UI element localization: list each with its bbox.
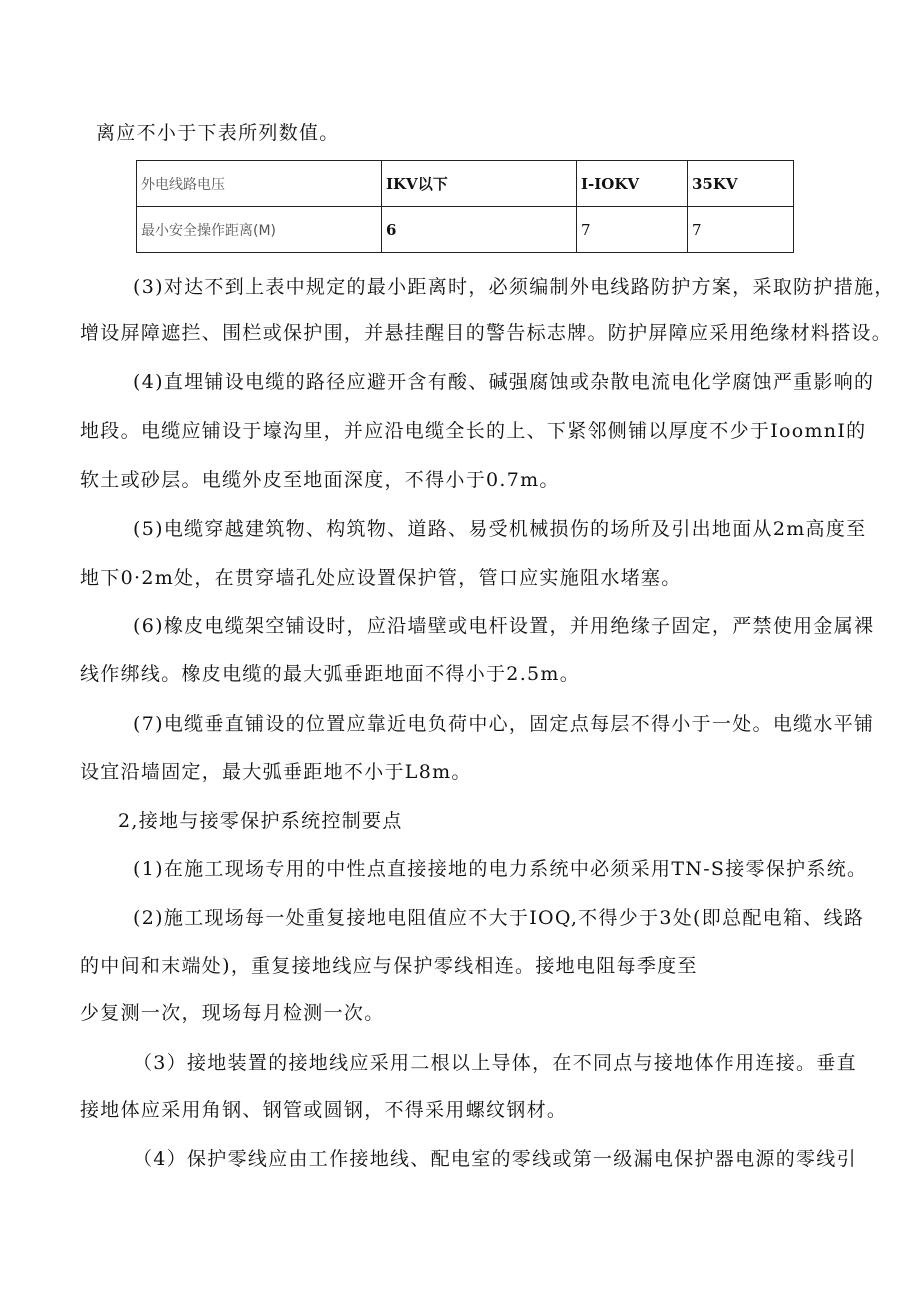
table-cell: I-IOKV bbox=[577, 161, 688, 207]
paragraph-line: （4）保护零线应由工作接地线、配电室的零线或第一级漏电保护器电源的零线引 bbox=[133, 1148, 857, 1170]
table-cell: 7 bbox=[577, 207, 688, 253]
paragraph-line: (3)对达不到上表中规定的最小距离时，必须编制外电线路防护方案，采取防护措施， bbox=[133, 276, 895, 298]
paragraph-line: (6)橡皮电缆架空铺设时，应沿墙壁或电杆设置，并用绝缘子固定，严禁使用金属裸 bbox=[133, 615, 875, 637]
paragraph-line: (4)直埋铺设电缆的路径应避开含有酸、碱强腐蚀或杂散电流电化学腐蚀严重影响的 bbox=[133, 371, 875, 393]
paragraph-line: 的中间和末端处)，重复接地线应与保护零线相连。接地电阻每季度至 bbox=[80, 955, 698, 977]
paragraph-line: (2)施工现场每一处重复接地电阻值应不大于IOQ,不得少于3处(即总配电箱、线路 bbox=[133, 907, 865, 929]
intro-text: 离应不小于下表所列数值。 bbox=[96, 122, 340, 144]
section-heading: 2,接地与接零保护系统控制要点 bbox=[118, 810, 403, 832]
paragraph-line: （3）接地装置的接地线应采用二根以上导体，在不同点与接地体作用连接。垂直 bbox=[133, 1052, 857, 1074]
paragraph-line: 少复测一次，现场每月检测一次。 bbox=[80, 1002, 385, 1024]
table-cell: IKV以下 bbox=[382, 161, 577, 207]
paragraph-line: 增设屏障遮拦、围栏或保护围，并悬挂醒目的警告标志牌。防护屏障应采用绝缘材料搭设。 bbox=[80, 322, 893, 344]
table-cell: 35KV bbox=[688, 161, 794, 207]
paragraph-line: (1)在施工现场专用的中性点直接接地的电力系统中必须采用TN-S接零保护系统。 bbox=[133, 858, 868, 880]
paragraph-line: (5)电缆穿越建筑物、构筑物、道路、易受机械损伤的场所及引出地面从2m高度至 bbox=[133, 518, 867, 540]
paragraph-line: 软土或砂层。电缆外皮至地面深度，不得小于0.7m。 bbox=[80, 469, 560, 491]
table-cell: 6 bbox=[382, 207, 577, 253]
paragraph-line: 设宜沿墙固定，最大弧垂距地不小于L8m。 bbox=[80, 761, 472, 783]
table-cell: 最小安全操作距离(M) bbox=[137, 207, 382, 253]
paragraph-line: 线作绑线。橡皮电缆的最大弧垂距地面不得小于2.5m。 bbox=[80, 663, 581, 685]
table-cell: 7 bbox=[688, 207, 794, 253]
distance-table bbox=[136, 160, 794, 253]
paragraph-line: 接地体应采用角钢、钢管或圆钢，不得采用螺纹钢材。 bbox=[80, 1099, 568, 1121]
paragraph-line: 地下0·2m处，在贯穿墙孔处应设置保护管，管口应实施阻水堵塞。 bbox=[80, 567, 682, 589]
table-row bbox=[137, 161, 794, 207]
paragraph-line: (7)电缆垂直铺设的位置应靠近电负荷中心，固定点每层不得小于一处。电缆水平铺 bbox=[133, 713, 875, 735]
paragraph-line: 地段。电缆应铺设于壕沟里，并应沿电缆全长的上、下紧邻侧铺以厚度不少于IoomnI的 bbox=[80, 420, 867, 442]
table-row bbox=[137, 207, 794, 253]
table-cell: 外电线路电压 bbox=[137, 161, 382, 207]
